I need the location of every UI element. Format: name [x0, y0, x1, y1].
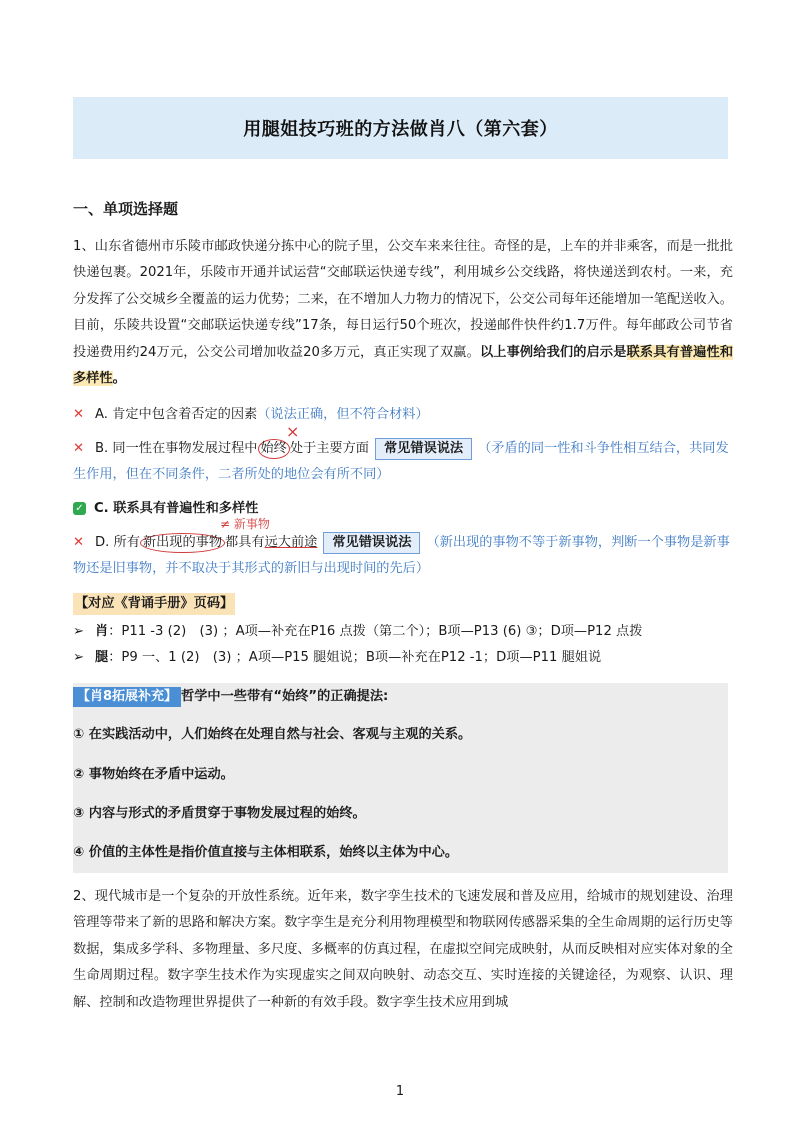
- ref-xiao: [73, 620, 733, 644]
- q1-stem-end: 。: [112, 371, 126, 387]
- option-d-note: （新出现的事物不等于新事物，判断一个事物是新事物还是旧事物，并不取决于其形式的新旧与出现时间的先后）: [73, 535, 730, 576]
- q1-stem-text: 1、山东省德州市乐陵市邮政快递分拣中心的院子里，公交车来来往往。奇怪的是，上车的并非乘客，而是一批批快递包裹。2021年，乐陵市开通并试运营“交邮联运快递专线”，利用城乡公交线路，将快递送到农村。一来，充分发挥了公交城乡全覆盖的运力优势；二来，在不增加人力物力的情况下，公交公司每年还能增加一笔配送收入。目前，乐陵共设置“交邮联运快递专线”17条，每日运行50个班次，投递邮件快件约1.7万件。每年邮政公司节省投递费用约24万元，公交公司增加收益20多万元，真正实现了双赢。: [73, 239, 733, 360]
- extension-title: 哲学中一些带有“始终”的正确提法:: [181, 689, 389, 704]
- option-c-text: C. 联系具有普遍性和多样性: [94, 501, 259, 516]
- question-2-stem: 2、现代城市是一个复杂的开放性系统。近年来，数字孪生技术的飞速发展和普及应用，给城市的规划建设、治理管理等带来了新的思路和解决方案。数字孪生是充分利用物理模型和物联网传感器采集的全生命周期的运行历史等数据，集成多学科、多物理量、多尺度、多概率的仿真过程，在虚拟空间完成映射，从而反映相对应实体对象的全生命周期过程。数字孪生技术作为实现虚实之间双向映射、动态交互、实时连接的关键途径，为观察、认识、理解、控制和改造物理世界提供了一种新的有效手段。数字孪生技术应用到城: [73, 889, 733, 1010]
- option-c: [73, 496, 733, 522]
- option-d: [73, 530, 733, 582]
- option-b-text-2: 处于主要方面: [289, 441, 369, 456]
- page-number: 1: [395, 1084, 405, 1099]
- wrong-mark-icon: ✕: [73, 441, 85, 456]
- option-d-underlined: 远大前途: [264, 535, 318, 550]
- option-d-circled-phrase: 新出现的事物: [140, 533, 225, 553]
- q1-stem-answer: 联系具有普遍性和多样性: [73, 344, 734, 387]
- extension-label: 【肖8拓展补充】: [73, 687, 181, 707]
- page-title: 用腿姐技巧班的方法做肖八（第六套）: [243, 119, 558, 140]
- not-equal-annotation: ≠ 新事物: [220, 517, 270, 531]
- extension-item: ④ 价值的主体性是指价值直接与主体相联系，始终以主体为中心。: [73, 845, 459, 860]
- option-d-text: D. 所有: [95, 535, 140, 550]
- red-x-annotation: ×: [286, 422, 300, 441]
- ref-xiao-label: 肖: [95, 624, 109, 639]
- extension-item: ② 事物始终在矛盾中运动。: [73, 767, 234, 782]
- option-b-note: （矛盾的同一性和斗争性相互结合，共同发生作用，但在不同条件，二者所处的地位会有所不同）: [73, 441, 729, 482]
- option-a: [73, 402, 733, 428]
- wrong-mark-icon: ✕: [73, 535, 85, 550]
- extension-item: ① 在实践活动中，人们始终在处理自然与社会、客观与主观的关系。: [73, 727, 472, 742]
- check-mark-icon: ✓: [73, 502, 86, 515]
- extension-item: ③ 内容与形式的矛盾贯穿于事物发展过程的始终。: [73, 806, 366, 821]
- extension-head: [73, 687, 388, 707]
- arrow-bullet-icon: ➢: [73, 624, 85, 639]
- arrow-bullet-icon: ➢: [73, 650, 85, 665]
- ref-xiao-text: ：P11 -3 (2) (3) ；A项—补充在P16 点拨（第二个）；B项—P13 (6) ③；D项—P12 点拨: [108, 624, 643, 639]
- common-error-tag: 常见错误说法: [375, 438, 472, 460]
- ref-tui-text: ：P9 一、1 (2) (3) ；A项—P15 腿姐说；B项—补充在P12 -1；D项—P11 腿姐说: [108, 650, 602, 665]
- title-banner: [73, 97, 728, 159]
- question-1-stem: [73, 234, 733, 392]
- option-b-circled-word: 始终: [258, 439, 290, 459]
- option-a-text: A. 肯定中包含着否定的因素: [95, 407, 258, 422]
- handbook-ref-label: 【对应《背诵手册》页码】: [73, 593, 235, 615]
- section-heading: 一、单项选择题: [73, 200, 179, 218]
- ref-tui: [73, 646, 733, 670]
- q1-stem-prompt: 以上事例给我们的启示是: [479, 344, 627, 360]
- option-b: [73, 436, 733, 488]
- extension-box: [73, 683, 728, 873]
- ref-tui-label: 腿: [95, 650, 109, 665]
- wrong-mark-icon: ✕: [73, 407, 85, 422]
- option-d-text-2: 都具有: [225, 535, 265, 550]
- option-b-text: B. 同一性在事物发展过程中: [95, 441, 258, 456]
- option-a-note: （说法正确，但不符合材料）: [257, 407, 429, 422]
- common-error-tag: 常见错误说法: [323, 532, 420, 554]
